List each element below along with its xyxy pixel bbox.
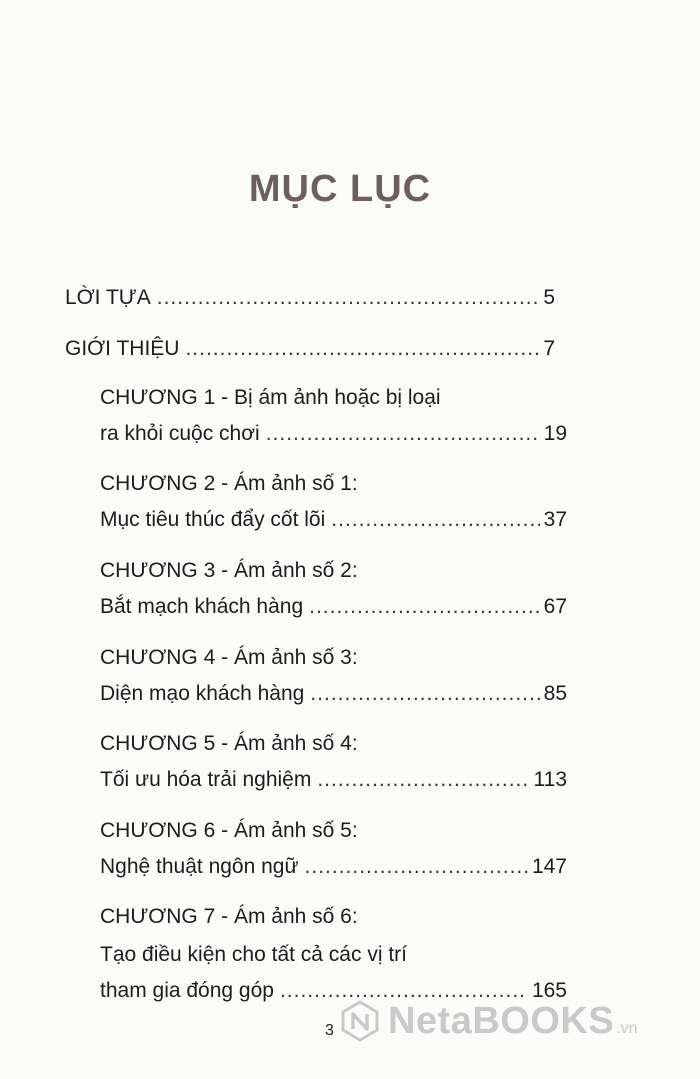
page-number: 3: [325, 1022, 334, 1039]
chapter-3-entry: [100, 593, 567, 621]
chapter-7-title-line: Tạo điều kiện cho tất cả các vị trí: [100, 943, 407, 966]
chapter-5-entry: [100, 766, 567, 794]
chapter-7-heading: CHƯƠNG 7 - Ám ảnh số 6:: [100, 905, 358, 928]
chapter-title: tham gia đóng góp: [100, 979, 274, 1002]
dot-leader: [331, 506, 539, 534]
toc-entry-page: 7: [543, 337, 555, 360]
page-title: MỤC LỤC: [248, 168, 432, 210]
toc-entry-introduction: [65, 335, 555, 363]
chapter-6-entry: [100, 853, 567, 881]
chapter-4-entry: [100, 680, 567, 708]
chapter-title: Diện mạo khách hàng: [100, 682, 305, 705]
chapter-page: 113: [533, 768, 567, 791]
chapter-2-entry: [100, 506, 567, 534]
chapter-page: 19: [543, 422, 567, 445]
dot-leader: [305, 853, 528, 881]
chapter-title: Mục tiêu thúc đẩy cốt lõi: [100, 508, 326, 531]
chapter-3-heading: CHƯƠNG 3 - Ám ảnh số 2:: [100, 559, 358, 582]
chapter-title: Tối ưu hóa trải nghiệm: [100, 768, 312, 791]
dot-leader: [309, 593, 540, 621]
watermark-suffix: .vn: [616, 1020, 638, 1037]
dot-leader: [310, 680, 539, 708]
chapter-page: 147: [531, 855, 567, 878]
chapter-5-heading: CHƯƠNG 5 - Ám ảnh số 4:: [100, 732, 358, 755]
dot-leader: [157, 284, 540, 312]
chapter-title: Bắt mạch khách hàng: [100, 595, 304, 618]
chapter-1-entry: [100, 420, 567, 448]
watermark: [338, 996, 638, 1046]
dot-leader: [185, 335, 539, 363]
watermark-brand: NetaBOOKS: [388, 999, 615, 1042]
dot-leader: [317, 766, 529, 794]
dot-leader: [266, 420, 540, 448]
chapter-page: 85: [543, 682, 567, 705]
chapter-title: ra khỏi cuộc chơi: [100, 422, 260, 445]
toc-entry-label: GIỚI THIỆU: [65, 337, 180, 360]
chapter-page: 67: [543, 595, 567, 618]
chapter-page: 37: [543, 508, 567, 531]
chapter-page: 165: [531, 979, 567, 1002]
toc-entry-preface: [65, 284, 555, 312]
chapter-4-heading: CHƯƠNG 4 - Ám ảnh số 3:: [100, 646, 358, 669]
chapter-1-heading: CHƯƠNG 1 - Bị ám ảnh hoặc bị loại: [100, 386, 441, 409]
chapter-title: Nghệ thuật ngôn ngữ: [100, 855, 299, 878]
chapter-2-heading: CHƯƠNG 2 - Ám ảnh số 1:: [100, 472, 358, 495]
toc-entry-page: 5: [543, 286, 555, 309]
toc-entry-label: LỜI TỰA: [65, 286, 151, 309]
netabooks-logo-icon: [338, 999, 382, 1043]
chapter-6-heading: CHƯƠNG 6 - Ám ảnh số 5:: [100, 819, 358, 842]
